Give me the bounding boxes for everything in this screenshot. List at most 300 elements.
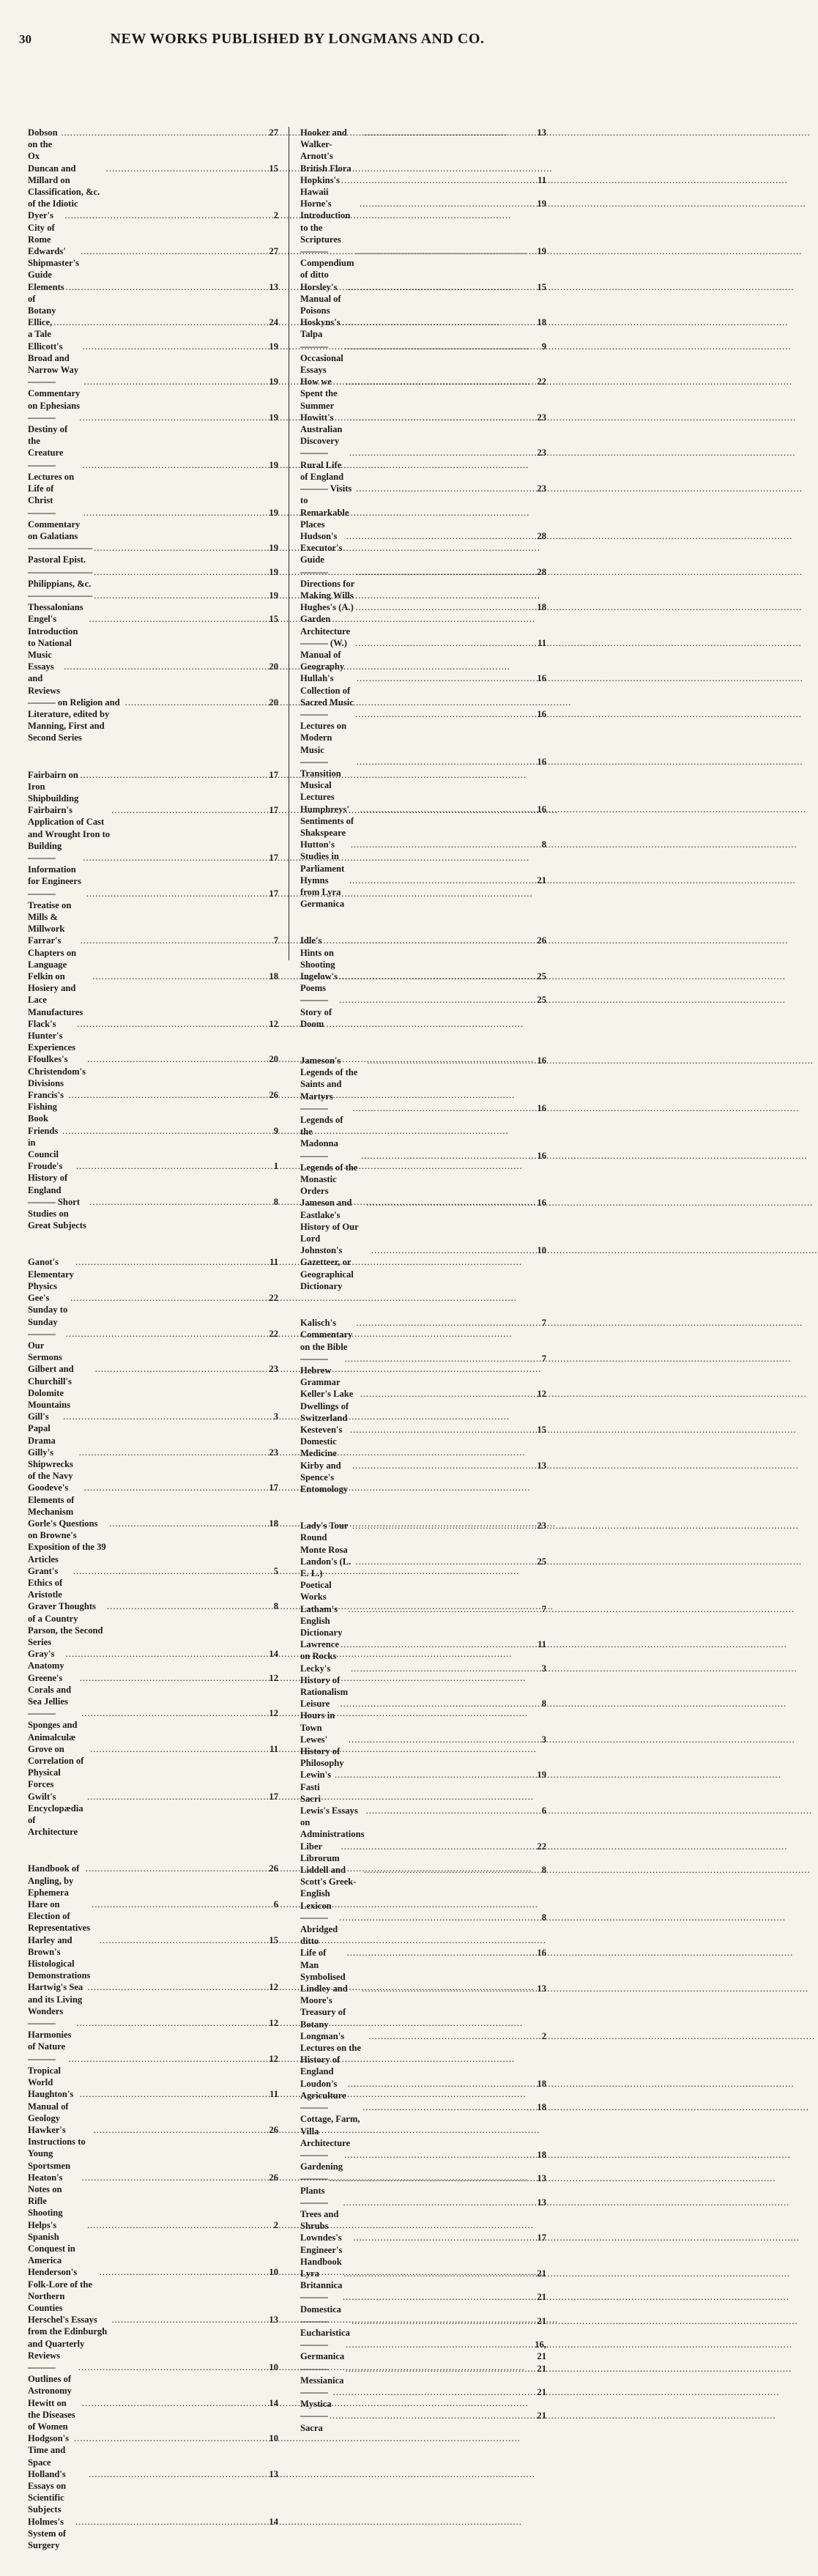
entry-page-number: 12 [269, 2053, 278, 2064]
entry-page-number: 20 [269, 697, 278, 708]
index-entry [28, 2053, 278, 2089]
dot-leader [348, 2078, 530, 2090]
dot-leader [349, 447, 530, 459]
index-entry [28, 1160, 278, 1196]
entry-title: ——— Lectures on Modern Music [300, 708, 347, 755]
index-entry [28, 852, 278, 888]
entry-title: Ingelow's Poems [300, 971, 338, 994]
entry-title: Kirby and Spence's Entomology [300, 1460, 349, 1494]
dot-leader [87, 1053, 262, 1065]
entry-title: ——— Destiny of the Creature [28, 412, 68, 459]
index-entry [300, 127, 546, 174]
dot-leader [82, 459, 262, 471]
index-entry [28, 1672, 278, 1708]
index-entry [28, 1565, 278, 1601]
dot-leader [94, 542, 262, 554]
entry-page-number: 19 [537, 246, 546, 257]
dot-leader [94, 590, 262, 601]
dot-leader [100, 2266, 262, 2278]
index-entry [28, 1518, 278, 1565]
dot-leader [348, 1603, 530, 1615]
index-entry [300, 1244, 546, 1292]
index-entry [28, 1328, 278, 1364]
entry-title: ——— Legends of the Madonna [300, 1102, 343, 1149]
dot-leader [341, 1638, 530, 1650]
entry-title: Grove on Correlation of Physical Forces [28, 1743, 84, 1790]
entry-page-number: 28 [537, 566, 546, 577]
index-entry [300, 2268, 546, 2291]
entry-title: ——— Sponges and Animalculæ [28, 1708, 78, 1742]
index-entry [300, 316, 546, 340]
entry-page-number: 16 [537, 708, 546, 719]
entry-page-number: 22 [537, 1841, 546, 1852]
dot-leader [341, 1841, 530, 1852]
dot-leader [66, 1328, 262, 1340]
entry-title: ——— Gardening [300, 2149, 343, 2172]
entry-title: Greene's Corals and Sea Jellies [28, 1672, 72, 1707]
entry-title: ——————— Philippians, &c. [28, 566, 93, 589]
entry-page-number: 16 [537, 803, 546, 814]
entry-page-number: 13 [537, 127, 546, 138]
entry-page-number: 26 [269, 1863, 278, 1874]
dot-leader [349, 875, 530, 886]
dot-leader [362, 1983, 530, 1994]
entry-title: Johnston's Gazetteer, or Geographical Dictionary [300, 1245, 354, 1291]
entry-title: Howitt's Australian Discovery [300, 412, 343, 447]
index-entry [28, 1053, 278, 1089]
entry-title: Liddell and Scott's Greek-English Lexicon [300, 1865, 357, 1911]
index-entry [28, 804, 278, 852]
entry-page-number: 8 [541, 1699, 546, 1710]
entry-page-number: 15 [537, 1424, 546, 1435]
index-entry [28, 1125, 278, 1161]
entry-title: ——— Mystica [300, 2386, 332, 2410]
entry-page-number: 22 [269, 1328, 278, 1339]
dot-leader [80, 2088, 262, 2100]
entry-title: Froude's History of England [28, 1161, 68, 1195]
dot-leader [357, 672, 530, 684]
entry-page-number: 14 [269, 1649, 278, 1660]
entry-page-number: 7 [273, 935, 278, 946]
entry-title: Hoskyns's Talpa [300, 317, 341, 340]
index-entry [28, 2124, 278, 2172]
index-entry [28, 2516, 278, 2552]
dot-leader [68, 2053, 262, 2065]
entry-page-number: 8 [273, 1196, 278, 1207]
entry-page-number: 14 [269, 2397, 278, 2408]
entry-title: Kalisch's Commentary on the Bible [300, 1318, 353, 1352]
entry-title: Duncan and Millard on Classification, &c. of the Idiotic [28, 163, 100, 209]
entry-page-number: 22 [269, 1293, 278, 1304]
entry-title: ——— Visits to Remarkable Places [300, 483, 352, 530]
entry-title: Ellice, a Tale [28, 317, 53, 340]
dot-leader [88, 1981, 262, 1993]
index-entry [300, 281, 546, 317]
index-entry [300, 875, 546, 910]
entry-title: Gill's Papal Drama [28, 1411, 56, 1446]
index-entry [300, 376, 546, 412]
entry-title: Keller's Lake Dwellings of Switzerland [300, 1389, 354, 1423]
entry-title: Friends in Council [28, 1125, 59, 1160]
index-entry [300, 756, 546, 803]
index-entry [28, 1707, 278, 1743]
index-entry [300, 1388, 546, 1424]
dot-leader [100, 1934, 262, 1946]
entry-page-number: 26 [269, 1090, 278, 1101]
dot-leader [66, 281, 262, 293]
entry-page-number: 2 [273, 210, 278, 221]
entry-page-number: 5 [273, 1565, 278, 1576]
dot-leader [92, 970, 262, 982]
entry-page-number: 15 [269, 614, 278, 625]
entry-page-number: 9 [541, 341, 546, 352]
index-entry [300, 935, 546, 970]
index-entry [28, 769, 278, 805]
dot-leader [352, 1460, 530, 1471]
entry-page-number: 17 [269, 888, 278, 899]
dot-leader [76, 1160, 262, 1172]
dot-leader [83, 376, 262, 387]
dot-leader [344, 2149, 530, 2161]
dot-leader [360, 803, 530, 815]
dot-leader [86, 888, 262, 899]
index-entry [300, 245, 546, 281]
entry-title: Gee's Sunday to Sunday [28, 1293, 68, 1327]
entry-page-number: 19 [269, 590, 278, 601]
index-entry [300, 412, 546, 448]
dot-leader [351, 1663, 530, 1674]
entry-title: ——— Rural Life of England [300, 448, 344, 482]
dot-leader [89, 1196, 262, 1208]
entry-page-number: 21 [537, 2410, 546, 2421]
entry-page-number: 8 [273, 1601, 278, 1612]
entry-page-number: 19 [269, 376, 278, 387]
index-entry [28, 163, 278, 210]
index-entry [28, 590, 278, 613]
entry-title: Ellicott's Broad and Narrow Way [28, 341, 79, 376]
index-entry [300, 566, 546, 602]
entry-title: Essays and Reviews [28, 661, 61, 696]
dot-leader [81, 935, 262, 946]
entry-page-number: 14 [269, 2516, 278, 2527]
entry-title: Flack's Hunter's Experiences [28, 1018, 76, 1053]
entry-title: ——— (W.) Manual of Geography [300, 637, 347, 672]
index-entry [300, 2172, 546, 2196]
entry-title: Hawker's Instructions to Young Sportsmen [28, 2124, 86, 2171]
entry-title: Lecky's History of Rationalism [300, 1663, 349, 1697]
entry-title: Herschel's Essays from the Edinburgh and Quarterly Reviews [28, 2315, 108, 2361]
entry-title: Leisure Hours in Town [300, 1699, 335, 1733]
index-entry [300, 1698, 546, 1734]
index-entry [28, 1256, 278, 1292]
index-entry [300, 1947, 546, 1983]
entry-page-number: 13 [537, 2173, 546, 2184]
dot-leader [352, 1520, 530, 1532]
index-entry [300, 1638, 546, 1662]
dot-leader [68, 1089, 262, 1101]
index-entry [28, 2432, 278, 2468]
dot-leader [366, 1197, 530, 1209]
entry-title: Lady's Tour Round Monte Rosa [300, 1521, 349, 1555]
entry-page-number: 25 [537, 995, 546, 1006]
index-entry [300, 1055, 546, 1102]
index-entry [28, 542, 278, 565]
entry-page-number: 20 [269, 661, 278, 672]
entry-page-number: 23 [537, 448, 546, 459]
index-letter-group [300, 1317, 546, 1495]
entry-title: Gilbert and Churchill's Dolomite Mountains [28, 1364, 74, 1410]
dot-leader [346, 376, 530, 387]
dot-leader [92, 1898, 262, 1910]
entry-page-number: 21 [537, 2386, 546, 2397]
dot-leader [342, 316, 530, 328]
dot-leader [83, 507, 262, 519]
entry-page-number: 12 [269, 1708, 278, 1719]
index-entry [300, 1663, 546, 1699]
dot-leader [81, 1707, 262, 1719]
dot-leader [83, 852, 262, 864]
index-entry [300, 1864, 546, 1912]
index-entry [300, 1769, 546, 1805]
entry-title: ——— Trees and Shrubs [300, 2197, 339, 2232]
entry-page-number: 13 [537, 1983, 546, 1994]
index-entry [28, 1600, 278, 1648]
entry-page-number: 19 [269, 412, 278, 423]
entry-page-number: 10 [269, 2433, 278, 2444]
entry-title: Hare on Election of Representatives [28, 1899, 91, 1934]
entry-page-number: 10 [537, 1245, 546, 1256]
entry-page-number: 18 [269, 1518, 278, 1529]
entry-title: ——— Messianica [300, 2363, 344, 2386]
dot-leader [333, 2386, 530, 2398]
entry-title: Gilly's Shipwrecks of the Navy [28, 1447, 74, 1482]
entry-page-number: 13 [269, 281, 278, 292]
dot-leader [330, 2172, 530, 2184]
index-entry [300, 530, 546, 566]
index-entry [28, 2361, 278, 2397]
entry-page-number: 17 [269, 1482, 278, 1493]
entry-page-number: 17 [537, 2232, 546, 2243]
index-entry [300, 2149, 546, 2172]
entry-title: Grant's Ethics of Aristotle [28, 1565, 63, 1600]
entry-title: Hopkins's Hawaii [300, 174, 340, 198]
index-letter-group [300, 1520, 546, 2434]
entry-page-number: 3 [273, 1411, 278, 1422]
entry-page-number: 21 [537, 2363, 546, 2374]
entry-page-number: 18 [537, 602, 546, 613]
entry-title: ——— Germanica [300, 2339, 345, 2362]
entry-page-number: 2 [273, 2219, 278, 2230]
entry-title: Lindley and Moore's Treasury of Botany [300, 1983, 348, 2030]
index-entry [28, 459, 278, 507]
index-entry [300, 2078, 546, 2101]
dot-leader [73, 1565, 262, 1577]
index-entry [28, 316, 278, 340]
entry-title: Harley and Brown's Histological Demonstrations [28, 1934, 91, 1981]
index-entry [28, 1863, 278, 1898]
dot-leader [82, 2172, 262, 2183]
entry-page-number: 26 [537, 935, 546, 946]
dot-leader [80, 769, 262, 781]
entry-title: Jameson and Eastlake's History of Our Lord [300, 1198, 359, 1244]
dot-leader [355, 245, 530, 257]
page-number: 30 [19, 32, 31, 46]
index-entry [300, 1317, 546, 1353]
index-entry [300, 839, 546, 875]
dot-leader [84, 1482, 262, 1493]
dot-leader [89, 613, 262, 625]
index-entry [300, 2386, 546, 2410]
entry-page-number: 23 [537, 412, 546, 423]
index-letter-group [28, 127, 278, 744]
entry-title: ——— Hebrew Grammar [300, 1353, 341, 1388]
entry-page-number: 3 [541, 1663, 546, 1674]
entry-page-number: 15 [269, 1934, 278, 1945]
entry-page-number: 15 [269, 163, 278, 174]
entry-page-number: 6 [273, 1899, 278, 1910]
dot-leader [357, 756, 530, 768]
dot-leader [352, 1102, 530, 1114]
dot-leader [356, 566, 530, 578]
entry-page-number: 7 [541, 1353, 546, 1364]
entry-page-number: 10 [269, 2361, 278, 2372]
entry-title: ——— Commentary on Ephesians [28, 376, 81, 411]
entry-title: Lewin's Fasti Sacri [300, 1770, 331, 1804]
index-entry [300, 2339, 546, 2362]
dot-leader [125, 697, 262, 708]
dot-leader [361, 1150, 530, 1162]
entry-title: Lawrence on Rocks [300, 1639, 339, 1662]
entry-page-number: 18 [537, 2078, 546, 2089]
entry-page-number: 16 [537, 1150, 546, 1161]
dot-leader [53, 316, 262, 328]
index-entry [28, 2266, 278, 2314]
entry-page-number: 12 [537, 1389, 546, 1400]
dot-leader [346, 530, 530, 542]
entry-page-number: 21 [537, 2315, 546, 2326]
index-entry [28, 661, 278, 697]
entry-page-number: 2 [541, 2030, 546, 2041]
entry-page-number: 17 [269, 805, 278, 816]
index-entry [300, 1520, 546, 1556]
entry-page-number: 28 [537, 530, 546, 541]
index-entry [300, 1805, 546, 1841]
index-entry [300, 174, 546, 198]
entry-title: Heaton's Notes on Rifle Shooting [28, 2172, 63, 2219]
entry-page-number: 23 [269, 1447, 278, 1458]
entry-page-number: 19 [269, 459, 278, 470]
index-entry [28, 1411, 278, 1447]
dot-leader [356, 483, 530, 494]
index-entry [300, 970, 546, 994]
entry-page-number: 17 [269, 852, 278, 863]
entry-title: Lyra Britannica [300, 2268, 343, 2291]
entry-page-number: 11 [269, 1743, 278, 1754]
dot-leader [75, 1256, 262, 1268]
index-entry [28, 281, 278, 317]
entry-page-number: 22 [537, 376, 546, 387]
index-entry [28, 1648, 278, 1671]
entry-page-number: 12 [269, 1982, 278, 1993]
dot-leader [362, 2101, 530, 2113]
entry-title: Felkin on Hosiery and Lace Manufactures [28, 971, 83, 1017]
dot-leader [345, 1353, 530, 1365]
entry-page-number: 19 [269, 341, 278, 352]
dot-leader [86, 1863, 262, 1874]
dot-leader [343, 2268, 530, 2279]
index-entry [300, 1983, 546, 2030]
dot-leader [342, 935, 530, 946]
index-entry [28, 2397, 278, 2433]
index-letter-group [28, 1256, 278, 1838]
entry-page-number: 19 [537, 1770, 546, 1781]
entry-page-number: 18 [537, 2102, 546, 2113]
entry-title: ——— Transition Musical Lectures [300, 756, 341, 803]
entry-page-number: 16 [537, 1102, 546, 1113]
entry-title: Ffoulkes's Christendom's Divisions [28, 1054, 86, 1088]
entry-page-number: 3 [541, 1734, 546, 1745]
index-entry [28, 507, 278, 543]
index-letter-group [300, 127, 546, 910]
index-entry [300, 198, 546, 245]
entry-page-number: 16 [537, 673, 546, 684]
dot-leader [371, 1244, 530, 1256]
entry-title: ——————— Thessalonians [28, 590, 93, 613]
index-entry [28, 1363, 278, 1411]
index-entry [300, 803, 546, 839]
entry-page-number: 25 [537, 971, 546, 982]
entry-title: Jameson's Legends of the Saints and Martyrs [300, 1055, 358, 1102]
index-entry [300, 2363, 546, 2386]
dot-leader [64, 209, 262, 221]
entry-page-number: 23 [537, 483, 546, 494]
dot-leader [349, 1734, 530, 1745]
entry-page-number: 19 [269, 543, 278, 554]
entry-title: Engel's Introduction to National Music [28, 614, 78, 660]
entry-title: Hymns from Lyra Germanica [300, 875, 345, 910]
index-entry [300, 601, 546, 637]
entry-page-number: 16 [537, 1055, 546, 1066]
entry-title: ——————— Pastoral Epist. [28, 543, 93, 565]
entry-title: ——— Sacra [300, 2410, 328, 2433]
index-entry [300, 1102, 546, 1150]
entry-title: Hartwig's Sea and its Living Wonders [28, 1982, 83, 2016]
index-entry [28, 935, 278, 970]
dot-leader [78, 2361, 262, 2373]
dot-leader [345, 341, 530, 352]
dot-leader [367, 1055, 530, 1066]
index-entry [300, 708, 546, 756]
entry-title: Fairbairn on Iron Shipbuilding [28, 769, 79, 803]
entry-title: ——— Plants [300, 2173, 328, 2196]
index-entry [300, 1603, 546, 1639]
entry-page-number: 12 [269, 1672, 278, 1683]
entry-title: ——— Story of Doom [300, 995, 332, 1029]
dot-leader [352, 2315, 530, 2327]
entry-page-number: 18 [269, 971, 278, 982]
entry-title: Henderson's Folk-Lore of the Northern Counties [28, 2267, 92, 2313]
entry-page-number: 9 [273, 1125, 278, 1136]
entry-title: Humphreys' Sentiments of Shakspeare [300, 803, 354, 838]
entry-title: Fairbairn's Application of Cast and Wrought Iron to Building [28, 805, 111, 851]
index-entry [28, 1089, 278, 1125]
entry-page-number: 11 [538, 1639, 546, 1650]
dot-leader [360, 198, 530, 209]
dot-leader [368, 2030, 530, 2042]
index-entry [300, 1424, 546, 1460]
entry-title: ——— Commentary on Galatians [28, 507, 81, 541]
dot-leader [356, 1317, 530, 1329]
